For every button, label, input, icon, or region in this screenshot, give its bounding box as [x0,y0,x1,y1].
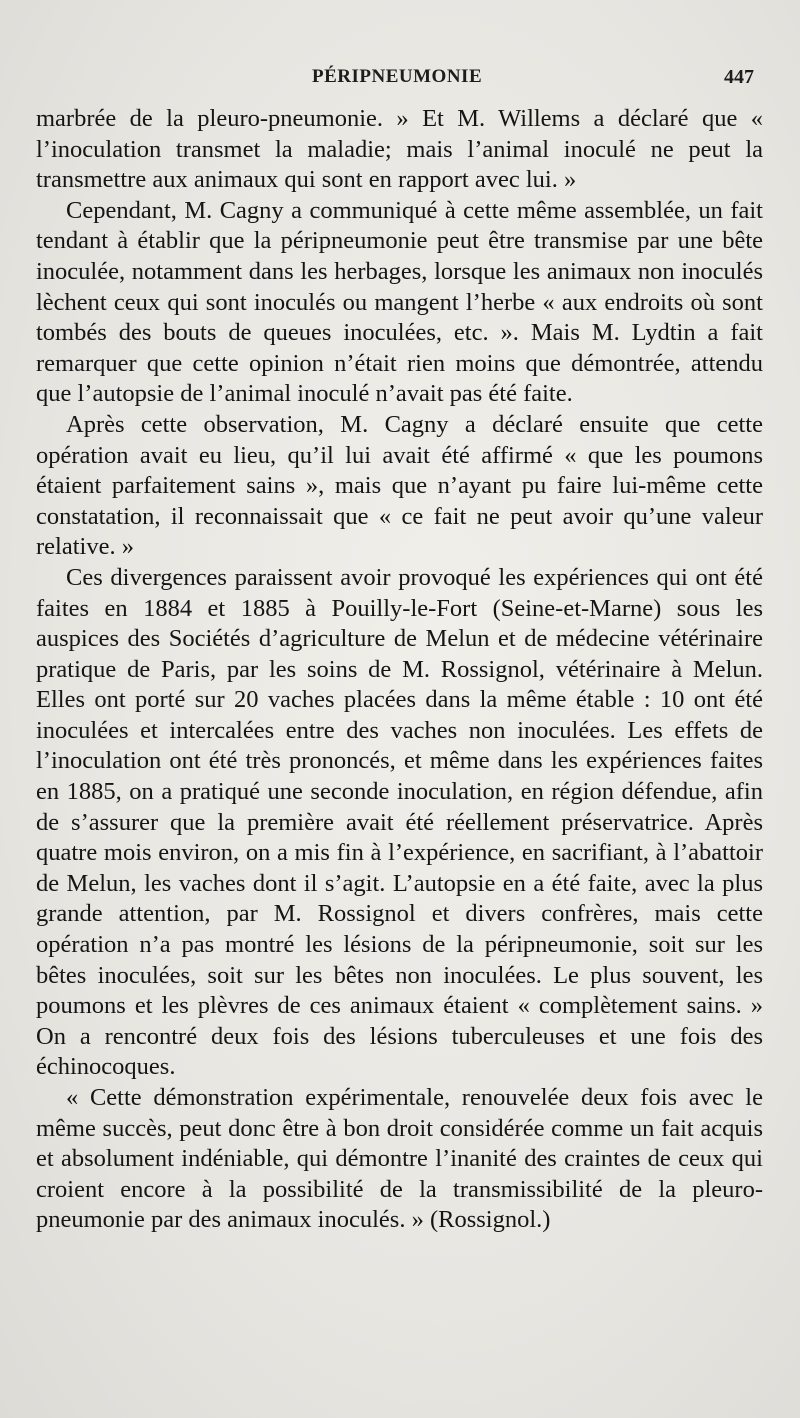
paragraph-cagny-observation: Après cette observation, M. Cagny a déclaré ensuite que cette opération avait eu lieu, qu’il lui avait été affirmé « que les poumons étaient parfaitement sains », mais que n’ayant pu faire lui-même cette constatation, il reconnaissait que « ce fait ne peut avoir qu’une valeur relative. » [36,410,763,561]
paragraph-continuation: marbrée de la pleuro-pneumonie. » Et M. Willems a déclaré que « l’inoculation transmet la maladie; mais l’animal inoculé ne peut la transmettre aux animaux qui sont en rapport avec lui. » [36,105,763,194]
body-text [36,104,763,1236]
running-title: PÉRIPNEUMONIE [312,66,483,87]
paragraph-cagny-communication: Cependant, M. Cagny a communiqué à cette même assemblée, un fait tendant à établir que la péripneumonie peut être transmise par une bête inoculée, notamment dans les herbages, lorsque les animaux non inoculés lèchent ceux qui sont inoculés ou mangent l’herbe « aux endroits où sont tombés des bouts de queues inoculées, etc. ». Mais M. Lydtin a fait remarquer que cette opinion n’était rien moins que démontrée, attendu que l’autopsie de l’animal inoculé n’avait pas été faite. [36,196,763,408]
page-number: 447 [724,66,754,88]
running-head [0,66,800,100]
paragraph-pouilly-experiments: Ces divergences paraissent avoir provoqué les expériences qui ont été faites en 1884 et 1885 à Pouilly-le-Fort (Seine-et-Marne) sous les auspices des Sociétés d’agriculture de Melun et de médecine vétérinaire pratique de Paris, par les soins de M. Rossignol, vétérinaire à Melun. Elles ont porté sur 20 vaches placées dans la même étable : 10 ont été inoculées et intercalées entre des vaches non inoculées. Les effets de l’inoculation ont été très prononcés, et même dans les expériences faites en 1885, on a pratiqué une seconde inoculation, en région défendue, afin de s’assurer que la première avait été réellement préservatrice. Après quatre mois environ, on a mis fin à l’expérience, en sacrifiant, à l’abattoir de Melun, les vaches dont il s’agit. L’autopsie en a été faite, avec la plus grande attention, par M. Rossignol et divers confrères, mais cette opération n’a pas montré les lésions de la péripneumonie, soit sur les bêtes inoculées, soit sur les bêtes non inoculées. Le plus souvent, les poumons et les plèvres de ces animaux étaient « complètement sains. » On a rencontré deux fois des lésions tuberculeuses et une fois des échinocoques. [36,563,763,1081]
paragraph-rossignol-quote: « Cette démonstration expérimentale, renouvelée deux fois avec le même succès, peut donc être à bon droit considérée comme un fait acquis et absolument indéniable, qui démontre l’inanité des craintes de ceux qui croient encore à la possibilité de la transmissibilité de la pleuro-pneumonie par des animaux inoculés. » (Rossignol.) [36,1084,763,1234]
